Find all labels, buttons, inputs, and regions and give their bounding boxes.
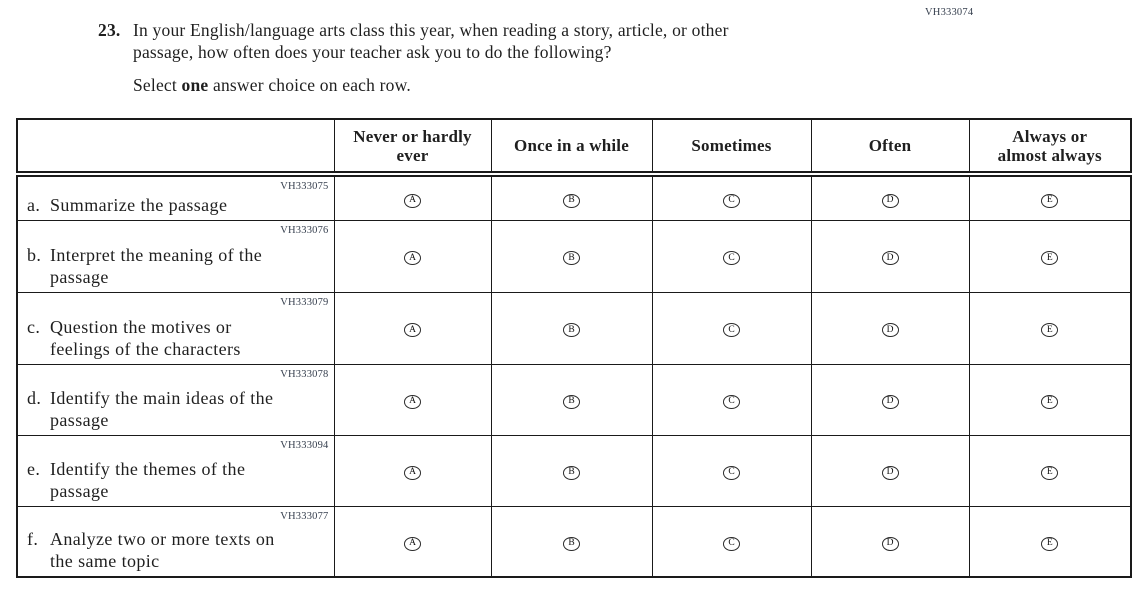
option-cell	[652, 220, 811, 292]
option-bubble-e[interactable]: E	[1041, 466, 1058, 480]
option-bubble-a[interactable]: A	[404, 395, 421, 409]
instruction-post: answer choice on each row.	[208, 75, 411, 95]
option-cell	[652, 174, 811, 220]
column-header-always-or-almost-always	[969, 119, 1131, 174]
option-bubble-a[interactable]: A	[404, 251, 421, 265]
column-header-once-in-a-while	[491, 119, 652, 174]
option-cell	[652, 435, 811, 506]
row-label-cell	[17, 364, 334, 435]
option-cell	[491, 506, 652, 577]
column-header-often	[811, 119, 969, 174]
option-cell	[334, 220, 491, 292]
row-code: VH333075	[280, 181, 329, 192]
header-line: Often	[868, 136, 912, 155]
table-row-c	[17, 292, 1131, 364]
option-bubble-e[interactable]: E	[1041, 323, 1058, 337]
option-cell	[811, 292, 969, 364]
header-line: Sometimes	[691, 136, 772, 155]
row-code: VH333094	[280, 439, 329, 451]
option-bubble-a[interactable]: A	[404, 323, 421, 337]
option-bubble-c[interactable]: C	[723, 395, 740, 409]
column-header-never-or-hardly-ever	[334, 119, 491, 174]
row-code: VH333078	[280, 368, 329, 380]
row-marker: c.	[27, 316, 41, 337]
option-cell	[811, 435, 969, 506]
option-bubble-d[interactable]: D	[882, 395, 899, 409]
row-label	[27, 458, 330, 502]
row-marker: e.	[27, 458, 41, 479]
option-bubble-c[interactable]: C	[723, 537, 740, 551]
question-number: 23.	[98, 20, 121, 40]
row-label-text: Analyze two or more texts on the same topic	[50, 529, 275, 571]
option-cell	[811, 174, 969, 220]
row-marker: a.	[27, 194, 41, 215]
option-cell	[969, 364, 1131, 435]
column-header-sometimes	[652, 119, 811, 174]
option-bubble-b[interactable]: B	[563, 537, 580, 551]
question-line-1: In your English/language arts class this year, when reading a story, article, or other	[133, 20, 729, 40]
option-bubble-d[interactable]: D	[882, 323, 899, 337]
option-bubble-c[interactable]: C	[723, 323, 740, 337]
instruction-text	[133, 74, 729, 96]
response-matrix-wrap	[16, 118, 1132, 578]
row-label-text: Identify the main ideas of the passage	[50, 387, 274, 430]
row-marker: b.	[27, 244, 42, 265]
option-bubble-e[interactable]: E	[1041, 194, 1058, 208]
option-bubble-d[interactable]: D	[882, 537, 899, 551]
option-cell	[491, 435, 652, 506]
option-bubble-b[interactable]: B	[563, 323, 580, 337]
header-line: Always or	[1012, 126, 1088, 146]
option-bubble-d[interactable]: D	[882, 466, 899, 480]
row-marker: f.	[27, 529, 39, 549]
row-label-text: Interpret the meaning of the passage	[50, 244, 263, 287]
row-label	[27, 387, 330, 431]
header-line: Never or hardly	[353, 126, 472, 146]
option-bubble-a[interactable]: A	[404, 194, 421, 208]
table-row-f	[17, 506, 1131, 577]
stub-header	[17, 119, 334, 174]
option-cell	[334, 364, 491, 435]
row-label	[27, 194, 330, 216]
option-bubble-c[interactable]: C	[723, 466, 740, 480]
row-label-cell	[17, 174, 334, 220]
row-code: VH333076	[280, 224, 329, 236]
row-label-text: Identify the themes of the passage	[50, 458, 246, 501]
option-bubble-e[interactable]: E	[1041, 395, 1058, 409]
option-bubble-d[interactable]: D	[882, 251, 899, 265]
option-cell	[334, 506, 491, 577]
option-bubble-b[interactable]: B	[563, 251, 580, 265]
option-cell	[969, 220, 1131, 292]
option-cell	[652, 364, 811, 435]
option-cell	[811, 364, 969, 435]
row-label-cell	[17, 506, 334, 577]
table-row-e	[17, 435, 1131, 506]
option-bubble-c[interactable]: C	[723, 251, 740, 265]
option-cell	[334, 174, 491, 220]
header-line: ever	[396, 145, 429, 165]
question-line-2: passage, how often does your teacher ask you to do the following?	[133, 42, 612, 62]
option-bubble-b[interactable]: B	[563, 194, 580, 208]
option-cell	[652, 506, 811, 577]
option-cell	[334, 292, 491, 364]
option-cell	[491, 174, 652, 220]
option-cell	[491, 220, 652, 292]
row-label-cell	[17, 220, 334, 292]
option-bubble-a[interactable]: A	[404, 537, 421, 551]
question-text	[133, 19, 729, 96]
option-cell	[969, 506, 1131, 577]
header-line: Once in a while	[514, 136, 629, 155]
option-cell	[652, 292, 811, 364]
option-bubble-e[interactable]: E	[1041, 251, 1058, 265]
option-cell	[491, 292, 652, 364]
form-code: VH333074	[925, 7, 974, 18]
option-bubble-b[interactable]: B	[563, 395, 580, 409]
row-label	[27, 528, 330, 572]
table-row-d	[17, 364, 1131, 435]
option-cell	[491, 364, 652, 435]
table-row-b	[17, 220, 1131, 292]
question-block	[98, 19, 729, 96]
row-label	[27, 316, 330, 360]
response-matrix	[16, 118, 1132, 578]
row-label-cell	[17, 292, 334, 364]
table-row-a	[17, 174, 1131, 220]
row-code: VH333077	[280, 510, 329, 522]
row-label-cell	[17, 435, 334, 506]
row-code: VH333079	[280, 296, 329, 308]
row-label-text: Question the motives or feelings of the characters	[50, 316, 241, 359]
option-cell	[969, 435, 1131, 506]
option-bubble-d[interactable]: D	[882, 194, 899, 208]
header-row	[17, 119, 1131, 174]
instruction-bold: one	[181, 75, 209, 95]
option-bubble-b[interactable]: B	[563, 466, 580, 480]
option-bubble-a[interactable]: A	[404, 466, 421, 480]
option-bubble-c[interactable]: C	[723, 194, 740, 208]
row-label-text: Summarize the passage	[50, 194, 228, 215]
option-bubble-e[interactable]: E	[1041, 537, 1058, 551]
header-line: almost always	[997, 145, 1102, 165]
option-cell	[811, 506, 969, 577]
option-cell	[969, 174, 1131, 220]
option-cell	[969, 292, 1131, 364]
option-cell	[334, 435, 491, 506]
row-label	[27, 244, 330, 288]
row-marker: d.	[27, 387, 42, 408]
instruction-pre: Select	[133, 75, 182, 95]
option-cell	[811, 220, 969, 292]
